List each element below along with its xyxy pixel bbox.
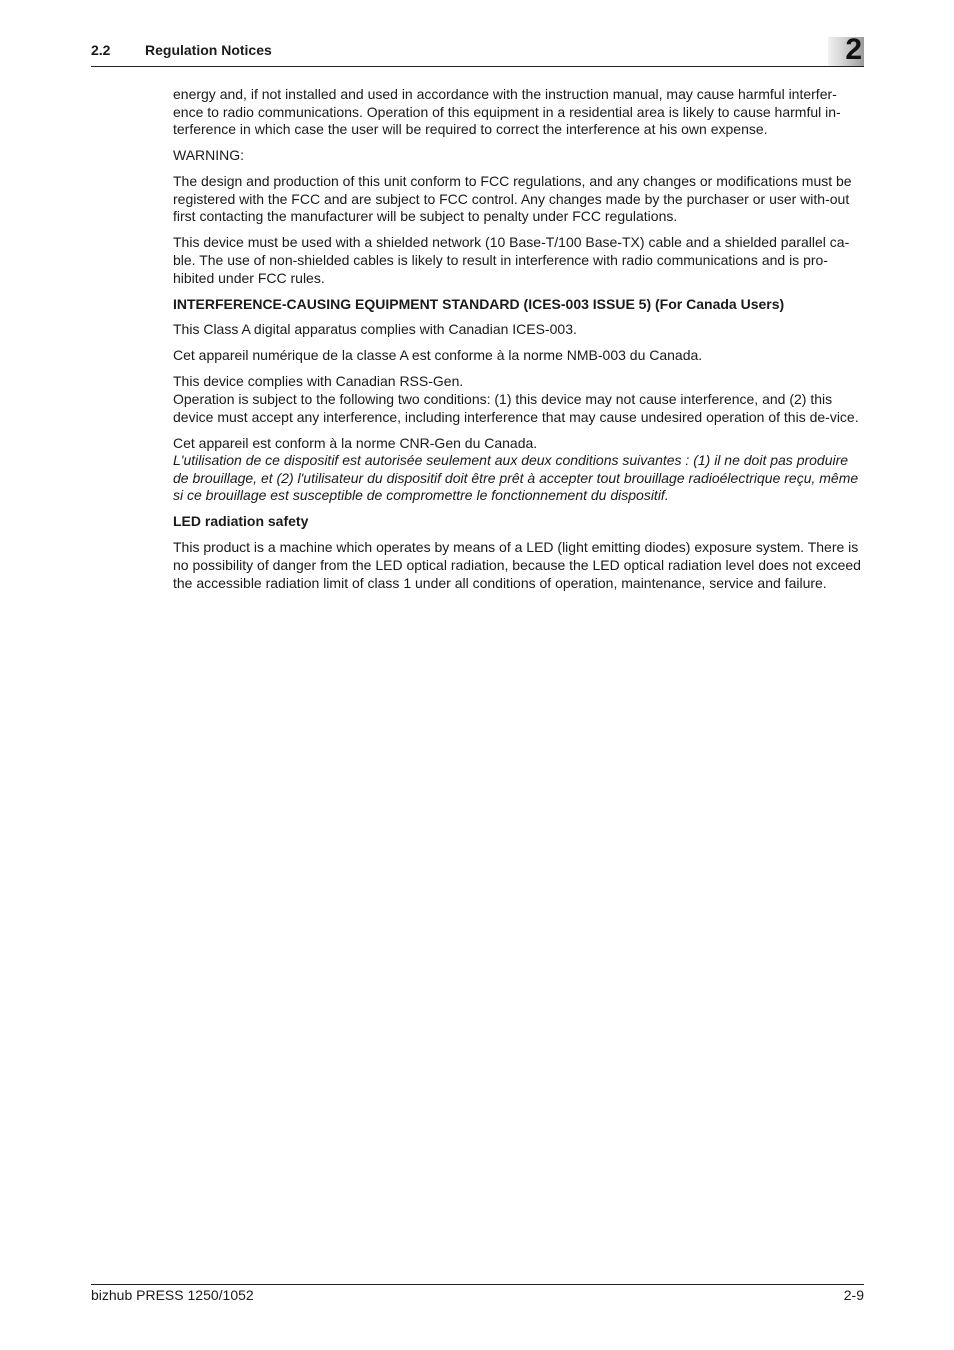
paragraph-ices-english: This Class A digital apparatus complies with Canadian ICES-003. [173, 321, 577, 338]
rss-gen-conditions: Operation is subject to the following two conditions: (1) this device may not cause interference, and (2) this device must accept any interference, including interference that may cause undesired operation of this de-vice. [173, 391, 859, 425]
rss-gen-compliance: This device complies with Canadian RSS-Gen. [173, 373, 464, 390]
chapter-number: 2 [845, 33, 862, 66]
heading-ices-003: INTERFERENCE-CAUSING EQUIPMENT STANDARD (ICES-003 ISSUE 5) (For Canada Users) [173, 295, 785, 312]
paragraph-fcc-interference: energy and, if not installed and used in accordance with the instruction manual, may cause harmful interfer-ence to radio communications. Operation of this equipment in a residential area is likely to cause harmful in-terference in which case the user will be required to correct the interference at his own expense. [173, 86, 841, 138]
cnr-gen-conditions: L'utilisation de ce dispositif est autorisée seulement aux deux conditions suivantes : (1) il ne doit pas produire de brouillage, et (2) l'utilisateur du dispositif doit être prêt à accepter tout brouillage radioélectrique reçu, même si ce brouillage est susceptible de compromettre le fonctionnement du dispositif. [173, 452, 859, 504]
section-number: 2.2 [91, 42, 111, 58]
paragraph-ices-french: Cet appareil numérique de la classe A est conforme à la norme NMB-003 du Canada. [173, 347, 703, 364]
paragraph-shielded-cable: This device must be used with a shielded network (10 Base-T/100 Base-TX) cable and a shielded parallel ca-ble. The use of non-shielded cables is likely to result in interference with radio communications and is pro-hibited under FCC rules. [173, 234, 850, 286]
page-footer [91, 1284, 864, 1303]
paragraph-cnr-gen [173, 435, 863, 505]
section-title: Regulation Notices [145, 42, 272, 58]
warning-label: WARNING: [173, 147, 245, 164]
product-name: bizhub PRESS 1250/1052 [91, 1287, 254, 1303]
page-number: 2-9 [843, 1287, 864, 1303]
paragraph-led-safety: This product is a machine which operates by means of a LED (light emitting diodes) exposure system. There is no possibility of danger from the LED optical radiation, because the LED optical radiation level does not exceed the accessible radiation limit of class 1 under all conditions of operation, maintenance, service and failure. [173, 539, 861, 591]
heading-led-safety: LED radiation safety [173, 513, 309, 530]
page-body [173, 86, 863, 601]
page-header [91, 0, 864, 67]
cnr-gen-compliance: Cet appareil est conform à la norme CNR-Gen du Canada. [173, 434, 538, 451]
paragraph-rss-gen [173, 373, 863, 426]
paragraph-fcc-modifications: The design and production of this unit conform to FCC regulations, and any changes or modifications must be registered with the FCC and are subject to FCC control. Any changes made by the purchaser or user with-out first contacting the manufacturer will be subject to penalty under FCC regulations. [173, 173, 852, 225]
